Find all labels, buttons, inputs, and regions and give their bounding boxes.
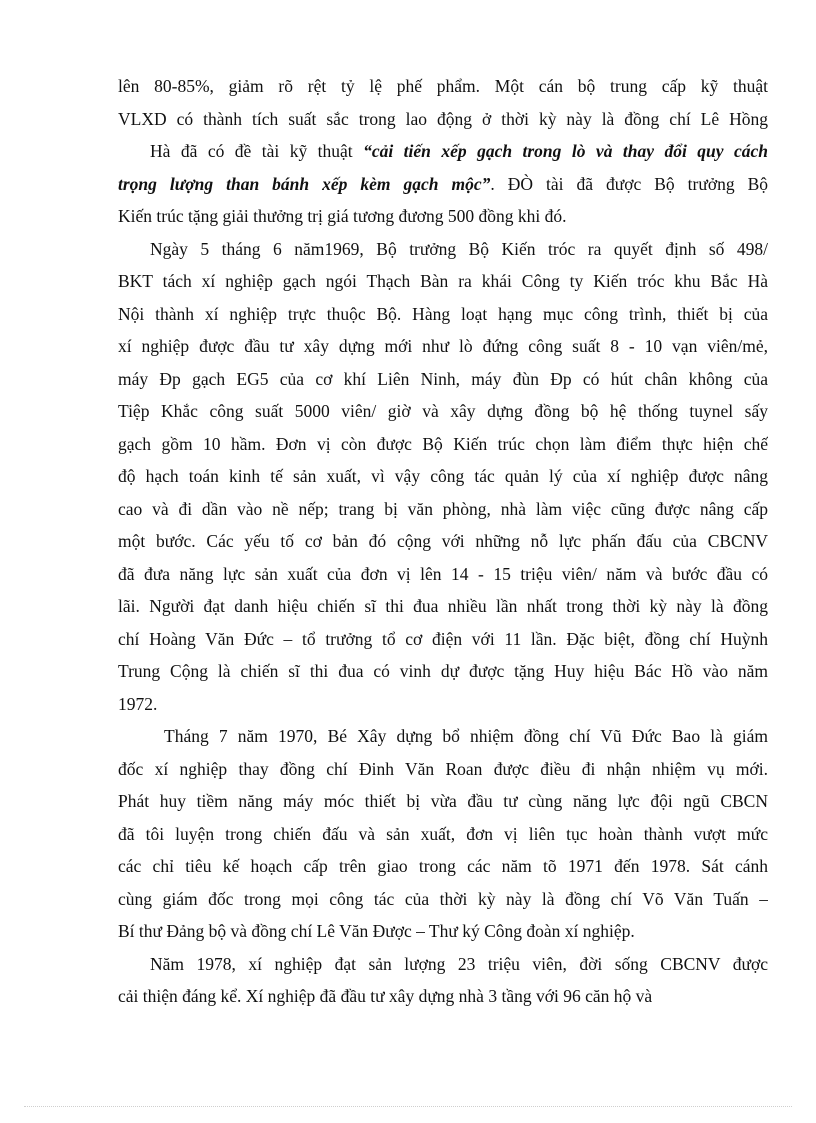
text-line: 1972. (118, 693, 158, 714)
text-line: BKT tách xí nghiệp gạch ngói Thạch Bàn ra khái Công ty Kiến tróc khu Bắc Hà (118, 271, 768, 291)
emphasized-title: trọng lượng than bánh xếp kèm gạch mộc” (118, 173, 491, 194)
paragraph-2 (118, 233, 768, 721)
text-run: Hà đã có đề tài kỹ thuật (150, 141, 364, 161)
text-line: Phát huy tiềm năng máy móc thiết bị vừa đầu tư cùng năng lực đội ngũ CBCN (118, 791, 768, 811)
text-line: VLXD có thành tích suất sắc trong lao động ở thời kỳ này là đồng chí Lê Hồng (118, 108, 768, 129)
text-line: Kiến trúc tặng giải thưởng trị giá tương đương 500 đồng khi đó. (118, 206, 567, 226)
text-line: đốc xí nghiệp thay đồng chí Đinh Văn Roan được điều đi nhận nhiệm vụ mới. (118, 758, 768, 779)
text-line: gạch gồm 10 hầm. Đơn vị còn được Bộ Kiến trúc chọn làm điểm thực hiện chế (118, 433, 768, 454)
text-line: cải thiện đáng kể. Xí nghiệp đã đầu tư xây dựng nhà 3 tầng với 96 căn hộ và (118, 986, 653, 1006)
text-line: xí nghiệp được đầu tư xây dựng mới như lò đứng công suất 8 - 10 vạn viên/mẻ, (118, 336, 768, 356)
text-line: độ hạch toán kinh tế sản xuất, vì vậy công tác quản lý của xí nghiệp được nâng (118, 466, 768, 486)
paragraph-3 (118, 720, 768, 948)
text-line: máy Đp gạch EG5 của cơ khí Liên Ninh, máy đùn Đp có hút chân không của (118, 368, 768, 389)
text-line: các chỉ tiêu kế hoạch cấp trên giao trong các năm tõ 1971 đến 1978. Sát cánh (118, 856, 768, 876)
text-line: đã đưa năng lực sản xuất của đơn vị lên 14 - 15 triệu viên/ năm và bước đầu có (118, 563, 768, 584)
paragraph-1 (118, 70, 768, 233)
text-line: cao và đi dần vào nề nếp; trang bị văn phòng, nhà làm việc cũng được nâng cấp (118, 498, 768, 519)
text-line: một bước. Các yếu tố cơ bản đó cộng với những nỗ lực phấn đấu của CBCNV (118, 531, 768, 551)
text-line: Bí thư Đảng bộ và đồng chí Lê Văn Được – Thư ký Công đoàn xí nghiệp. (118, 921, 635, 941)
text-line: chí Hoàng Văn Đức – tổ trưởng tổ cơ điện với 11 lần. Đặc biệt, đồng chí Huỳnh (118, 628, 768, 649)
page-bottom-rule (24, 1106, 792, 1107)
text-run: . ĐÒ tài đã được Bộ trưởng Bộ (490, 173, 768, 194)
text-line: Năm 1978, xí nghiệp đạt sản lượng 23 triệu viên, đời sống CBCNV được (150, 953, 768, 974)
document-page (118, 70, 768, 1013)
text-line: Tiệp Khắc công suất 5000 viên/ giờ và xây dựng đồng bộ hệ thống tuynel sấy (118, 401, 768, 421)
text-line (118, 168, 768, 201)
text-line: Ngày 5 tháng 6 năm1969, Bộ trưởng Bộ Kiến tróc ra quyết định số 498/ (150, 238, 768, 259)
paragraph-4 (118, 948, 768, 1013)
text-line: lãi. Người đạt danh hiệu chiến sĩ thi đua nhiều lần nhất trong thời kỳ này là đồng (118, 596, 768, 616)
text-line: Trung Cộng là chiến sĩ thi đua có vinh dự được tặng Huy hiệu Bác Hồ vào năm (118, 661, 768, 681)
text-line: đã tôi luyện trong chiến đấu và sản xuất, đơn vị liên tục hoàn thành vượt mức (118, 823, 768, 844)
text-line: Tháng 7 năm 1970, Bé Xây dựng bổ nhiệm đồng chí Vũ Đức Bao là giám (164, 726, 768, 746)
text-line (118, 135, 768, 168)
text-line: cùng giám đốc trong mọi công tác của thời kỳ này là đồng chí Võ Văn Tuấn – (118, 888, 768, 909)
text-line: Nội thành xí nghiệp trực thuộc Bộ. Hàng loạt hạng mục công trình, thiết bị của (118, 303, 768, 324)
text-line: lên 80-85%, giảm rõ rệt tỷ lệ phế phẩm. Một cán bộ trung cấp kỹ thuật (118, 76, 768, 96)
emphasized-title: “cải tiến xếp gạch trong lò và thay đổi quy cách (363, 141, 768, 161)
